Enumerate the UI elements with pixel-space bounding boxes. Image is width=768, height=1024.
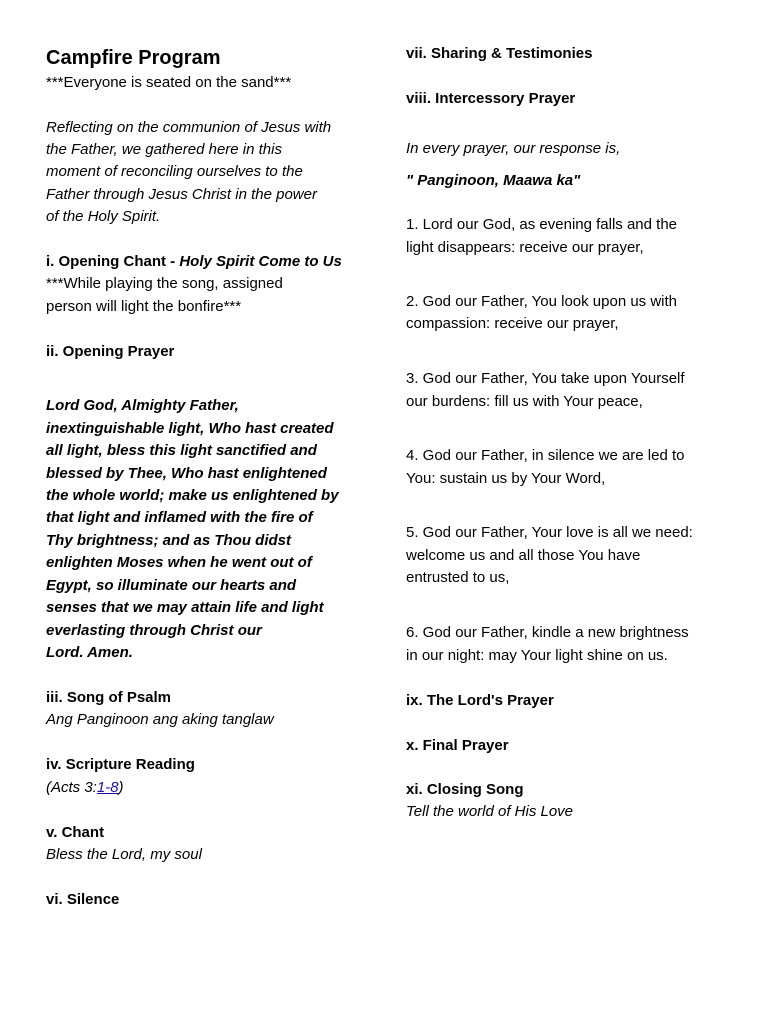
- section-heading: i. Opening Chant -: [46, 253, 180, 270]
- section-opening-prayer: ii. Opening Prayer: [46, 343, 175, 360]
- page-title: Campfire Program: [46, 47, 221, 69]
- prayer-line: blessed by Thee, Who hast enlightened: [46, 465, 327, 482]
- section-silence: vi. Silence: [46, 891, 120, 908]
- intercession-line: light disappears: receive our prayer,: [406, 239, 644, 256]
- intercession-line: in our night: may Your light shine on us.: [406, 647, 668, 664]
- psalm-title: Ang Panginoon ang aking tanglaw: [46, 711, 274, 728]
- scripture-ref-suffix: ): [118, 779, 124, 796]
- section-opening-chant: [46, 251, 342, 273]
- seated-note: ***Everyone is seated on the sand***: [46, 74, 292, 91]
- bonfire-note-line: ***While playing the song, assigned: [46, 275, 283, 292]
- closing-song-title: Tell the world of His Love: [406, 803, 574, 820]
- intercession-line: 2. God our Father, You look upon us with: [406, 293, 678, 310]
- prayer-line: inextinguishable light, Who hast created: [46, 420, 334, 437]
- intro-line: the Father, we gathered here in this: [46, 141, 282, 158]
- scripture-reference: [46, 777, 124, 799]
- scripture-ref-prefix: (Acts 3:: [46, 779, 97, 796]
- intercession-line: 3. God our Father, You take upon Yourself: [406, 370, 685, 387]
- prayer-line: the whole world; make us enlightened by: [46, 487, 339, 504]
- response-intro: In every prayer, our response is,: [406, 140, 621, 157]
- chant-title: Bless the Lord, my soul: [46, 846, 202, 863]
- intercession-line: 1. Lord our God, as evening falls and the: [406, 216, 678, 233]
- prayer-line: that light and inflamed with the fire of: [46, 509, 313, 526]
- scripture-verse-link[interactable]: 1-8: [96, 779, 119, 796]
- section-lords-prayer: ix. The Lord's Prayer: [406, 692, 554, 709]
- prayer-line: everlasting through Christ our: [46, 622, 262, 639]
- prayer-line: all light, bless this light sanctified and: [46, 442, 317, 459]
- intercession-line: You: sustain us by Your Word,: [406, 470, 606, 487]
- section-intercessory-prayer: viii. Intercessory Prayer: [406, 90, 576, 107]
- prayer-line: Thy brightness; and as Thou didst: [46, 532, 292, 549]
- intercession-line: welcome us and all those You have: [406, 547, 641, 564]
- song-title: Holy Spirit Come to Us: [179, 253, 342, 270]
- intercession-line: 5. God our Father, Your love is all we need:: [406, 524, 693, 541]
- prayer-line: senses that we may attain life and light: [46, 599, 324, 616]
- intro-line: Father through Jesus Christ in the power: [46, 186, 317, 203]
- section-scripture-reading: iv. Scripture Reading: [46, 756, 195, 773]
- intro-line: moment of reconciling ourselves to the: [46, 163, 303, 180]
- section-final-prayer: x. Final Prayer: [406, 737, 509, 754]
- prayer-line: enlighten Moses when he went out of: [46, 554, 312, 571]
- section-chant: v. Chant: [46, 824, 105, 841]
- intercession-line: our burdens: fill us with Your peace,: [406, 393, 643, 410]
- intercession-line: 4. God our Father, in silence we are led to: [406, 447, 685, 464]
- prayer-line: Lord. Amen.: [46, 644, 133, 661]
- bonfire-note-line: person will light the bonfire***: [46, 298, 242, 315]
- section-sharing-testimonies: vii. Sharing & Testimonies: [406, 45, 593, 62]
- prayer-line: Egypt, so illuminate our hearts and: [46, 577, 297, 594]
- section-song-of-psalm: iii. Song of Psalm: [46, 689, 172, 706]
- intercession-line: entrusted to us,: [406, 569, 510, 586]
- intercession-line: 6. God our Father, kindle a new brightness: [406, 624, 689, 641]
- prayer-line: Lord God, Almighty Father,: [46, 397, 239, 414]
- intercession-line: compassion: receive our prayer,: [406, 315, 619, 332]
- response-text: " Panginoon, Maawa ka": [406, 172, 581, 189]
- intro-line: Reflecting on the communion of Jesus with: [46, 119, 332, 136]
- section-closing-song: xi. Closing Song: [406, 781, 524, 798]
- intro-line: of the Holy Spirit.: [46, 208, 161, 225]
